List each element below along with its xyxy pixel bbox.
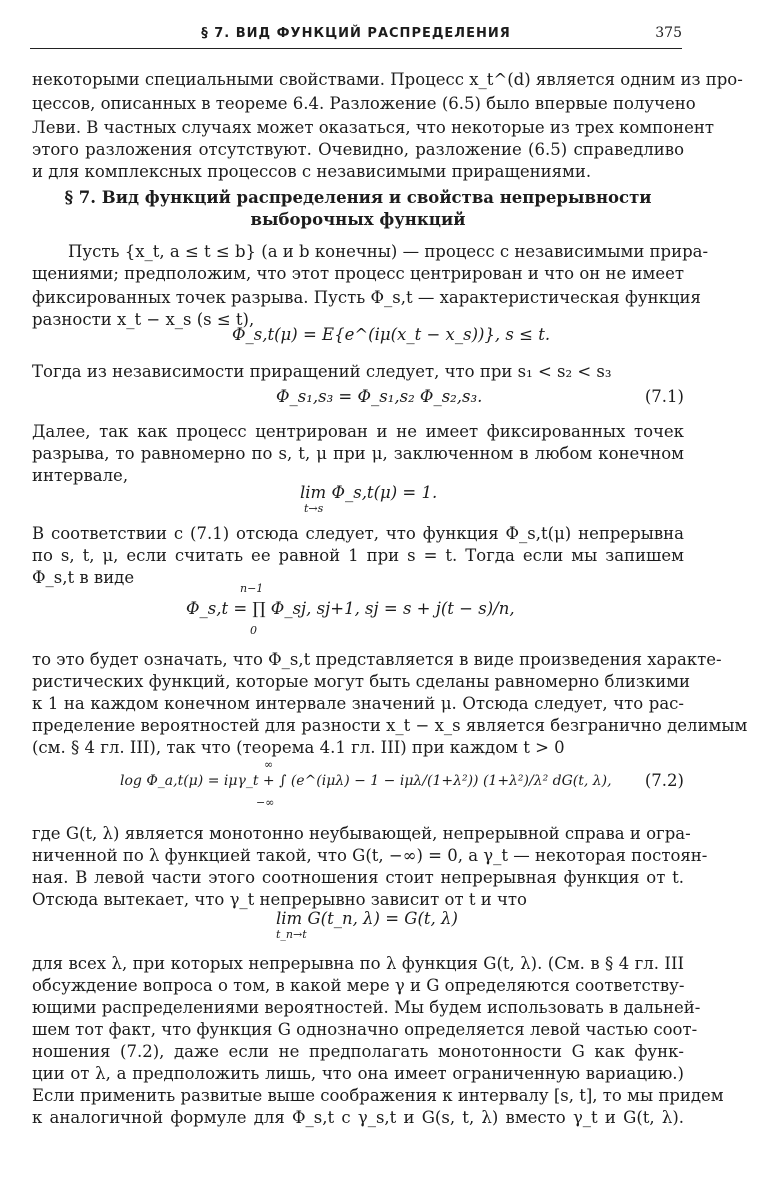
formula-limit: lim Φ_s,t(μ) = 1. — [300, 483, 438, 502]
text-line: и для комплексных процессов с независимыми приращениями. — [32, 162, 592, 181]
formula-7-1: Φ_s₁,s₃ = Φ_s₁,s₂ Φ_s₂,s₃. — [276, 387, 483, 406]
text-line: разности x_t − x_s (s ≤ t), — [32, 310, 255, 329]
equation-number: (7.2) — [644, 771, 684, 790]
text-line: цессов, описанных в теореме 6.4. Разложение (6.5) было впервые получено — [32, 94, 696, 113]
text-line: Отсюда вытекает, что γ_t непрерывно зависит от t и что — [32, 890, 527, 909]
text-line: интервале, — [32, 466, 129, 485]
formula-7-2: log Φ_a,t(μ) = iμγ_t + ∫ (e^(iμλ) − 1 − iμλ/(1+λ²)) (1+λ²)/λ² dG(t, λ), — [120, 773, 612, 789]
text-line: Тогда из независимости приращений следует, что при s₁ < s₂ < s₃ — [32, 362, 612, 381]
text-line: обсуждение вопроса о том, в какой мере γ и G определяются соответству- — [32, 976, 685, 995]
running-header-title: § 7. ВИД ФУНКЦИЙ РАСПРЕДЕЛЕНИЯ — [201, 26, 511, 41]
text-line: Далее, так как процесс центрирован и не имеет фиксированных точек — [32, 422, 684, 441]
text-line: ристических функций, которые могут быть сделаны равномерно близкими — [32, 672, 691, 691]
text-line: ции от λ, а предположить лишь, что она имеет ограниченную вариацию.) — [32, 1064, 684, 1083]
text-line: Φ_s,t в виде — [32, 568, 135, 587]
page-number: 375 — [655, 25, 682, 41]
text-line: (см. § 4 гл. III), так что (теорема 4.1 гл. III) при каждом t > 0 — [32, 738, 565, 757]
text-line: Если применить развитые выше соображения к интервалу [s, t], то мы придем — [32, 1086, 724, 1105]
text-line: то это будет означать, что Φ_s,t представляется в виде произведения характе- — [32, 650, 722, 669]
text-line: Пусть {x_t, a ≤ t ≤ b} (a и b конечны) — процесс с независимыми прира- — [68, 242, 709, 261]
text-line: разрыва, то равномерно по s, t, μ при μ, заключенном в любом конечном — [32, 444, 684, 463]
integral-upper-limit: ∞ — [264, 758, 274, 771]
text-line: ная. В левой части этого соотношения стоит непрерывная функция от t. — [32, 868, 684, 887]
text-line: В соответствии с (7.1) отсюда следует, что функция Φ_s,t(μ) непрерывна — [32, 524, 684, 543]
equation-number: (7.1) — [644, 387, 684, 406]
text-line: где G(t, λ) является монотонно неубывающей, непрерывной справа и огра- — [32, 824, 691, 843]
section-heading: § 7. Вид функций распределения и свойства непрерывности — [64, 188, 652, 207]
text-line: для всех λ, при которых непрерывна по λ функция G(t, λ). (См. в § 4 гл. III — [32, 954, 684, 973]
formula-limit-g-subscript: t_n→t — [276, 928, 307, 941]
text-line: ниченной по λ функцией такой, что G(t, −∞) = 0, а γ_t — некоторая постоян- — [32, 846, 708, 865]
text-line: ющими распределениями вероятностей. Мы будем использовать в дальней- — [32, 998, 701, 1017]
product-lower-limit: 0 — [250, 624, 257, 637]
text-line: Леви. В частных случаях может оказаться, что некоторые из трех компонент — [32, 118, 715, 137]
text-line: к аналогичной формуле для Φ_s,t с γ_s,t и G(s, t, λ) вместо γ_t и G(t, λ). — [32, 1108, 684, 1127]
formula-limit-subscript: t→s — [304, 502, 324, 515]
text-line: пределение вероятностей для разности x_t − x_s является безгранично делимым — [32, 716, 748, 735]
text-line: этого разложения отсутствуют. Очевидно, разложение (6.5) справедливо — [32, 140, 684, 159]
running-header — [30, 22, 682, 49]
text-line: фиксированных точек разрыва. Пусть Φ_s,t — характеристическая функция — [32, 288, 701, 307]
text-line: некоторыми специальными свойствами. Процесс x_t^(d) является одним из про- — [32, 70, 743, 89]
section-heading: выборочных функций — [250, 210, 466, 229]
text-line: к 1 на каждом конечном интервале значений μ. Отсюда следует, что рас- — [32, 694, 684, 713]
text-line: ношения (7.2), даже если не предполагать монотонности G как функ- — [32, 1042, 684, 1061]
formula-phi: Φ_s,t(μ) = E{e^(iμ(x_t − x_s))}, s ≤ t. — [232, 325, 551, 344]
formula-limit-g: lim G(t_n, λ) = G(t, λ) — [276, 909, 458, 928]
text-line: щениями; предположим, что этот процесс центрирован и что он не имеет — [32, 264, 685, 283]
text-line: по s, t, μ, если считать ее равной 1 при s = t. Тогда если мы запишем — [32, 546, 684, 565]
product-upper-limit: n−1 — [240, 582, 264, 595]
integral-lower-limit: −∞ — [256, 796, 275, 809]
formula-product: Φ_s,t = ∏ Φ_sj, sj+1, sj = s + j(t − s)/n, — [186, 599, 515, 618]
text-line: шем тот факт, что функция G однозначно определяется левой частью соот- — [32, 1020, 698, 1039]
